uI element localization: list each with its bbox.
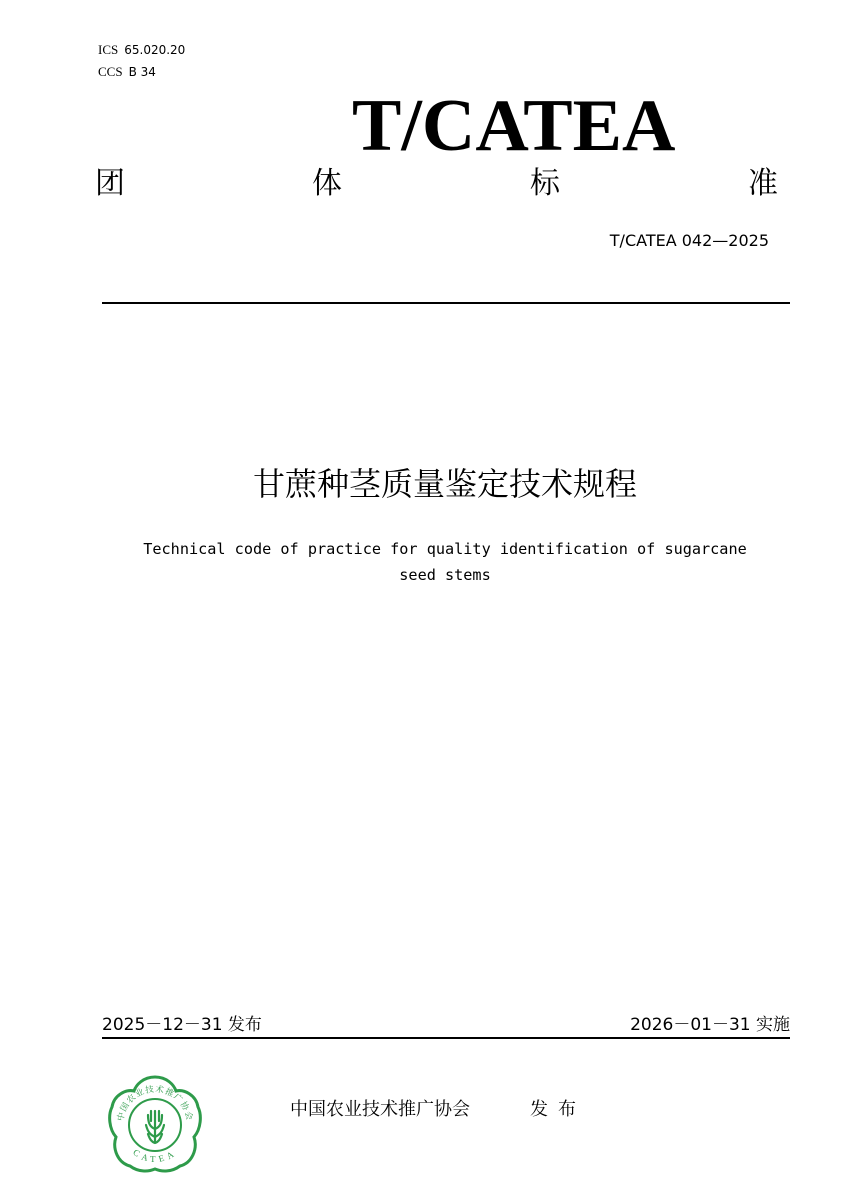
title-english [100,536,790,588]
implement-date: 2026－01－31 实施 [630,1015,790,1035]
publish-date: 2025－12－31 发布 [102,1015,262,1035]
standard-type-char-3: 标 [530,166,560,201]
title-english-line-2: seed stems [399,566,491,584]
svg-text:CATEA: CATEA [131,1147,179,1165]
standard-mark: T/CATEA [352,85,676,167]
catea-seal-icon [104,1073,206,1175]
publish-label: 发布 [530,1099,586,1120]
ccs-code [98,63,156,81]
standard-type-char-1: 团 [95,166,125,201]
header-divider [102,302,790,304]
standard-type-char-2: 体 [312,166,342,201]
ics-value: 65.020.20 [124,43,186,57]
title-chinese: 甘蔗种茎质量鉴定技术规程 [252,465,637,503]
standard-number: T/CATEA 042—2025 [609,231,769,250]
title-english-line-1: Technical code of practice for quality identification of sugarcane [143,540,747,558]
ccs-label: CCS [98,64,123,79]
publisher-name: 中国农业技术推广协会 [290,1099,470,1120]
ics-code [98,41,185,59]
ccs-value: B 34 [128,65,156,79]
standard-type-char-4: 准 [748,166,778,201]
footer-divider [102,1037,790,1039]
svg-text:中国农业技术推广协会: 中国农业技术推广协会 [115,1084,195,1123]
ics-label: ICS [98,42,119,57]
